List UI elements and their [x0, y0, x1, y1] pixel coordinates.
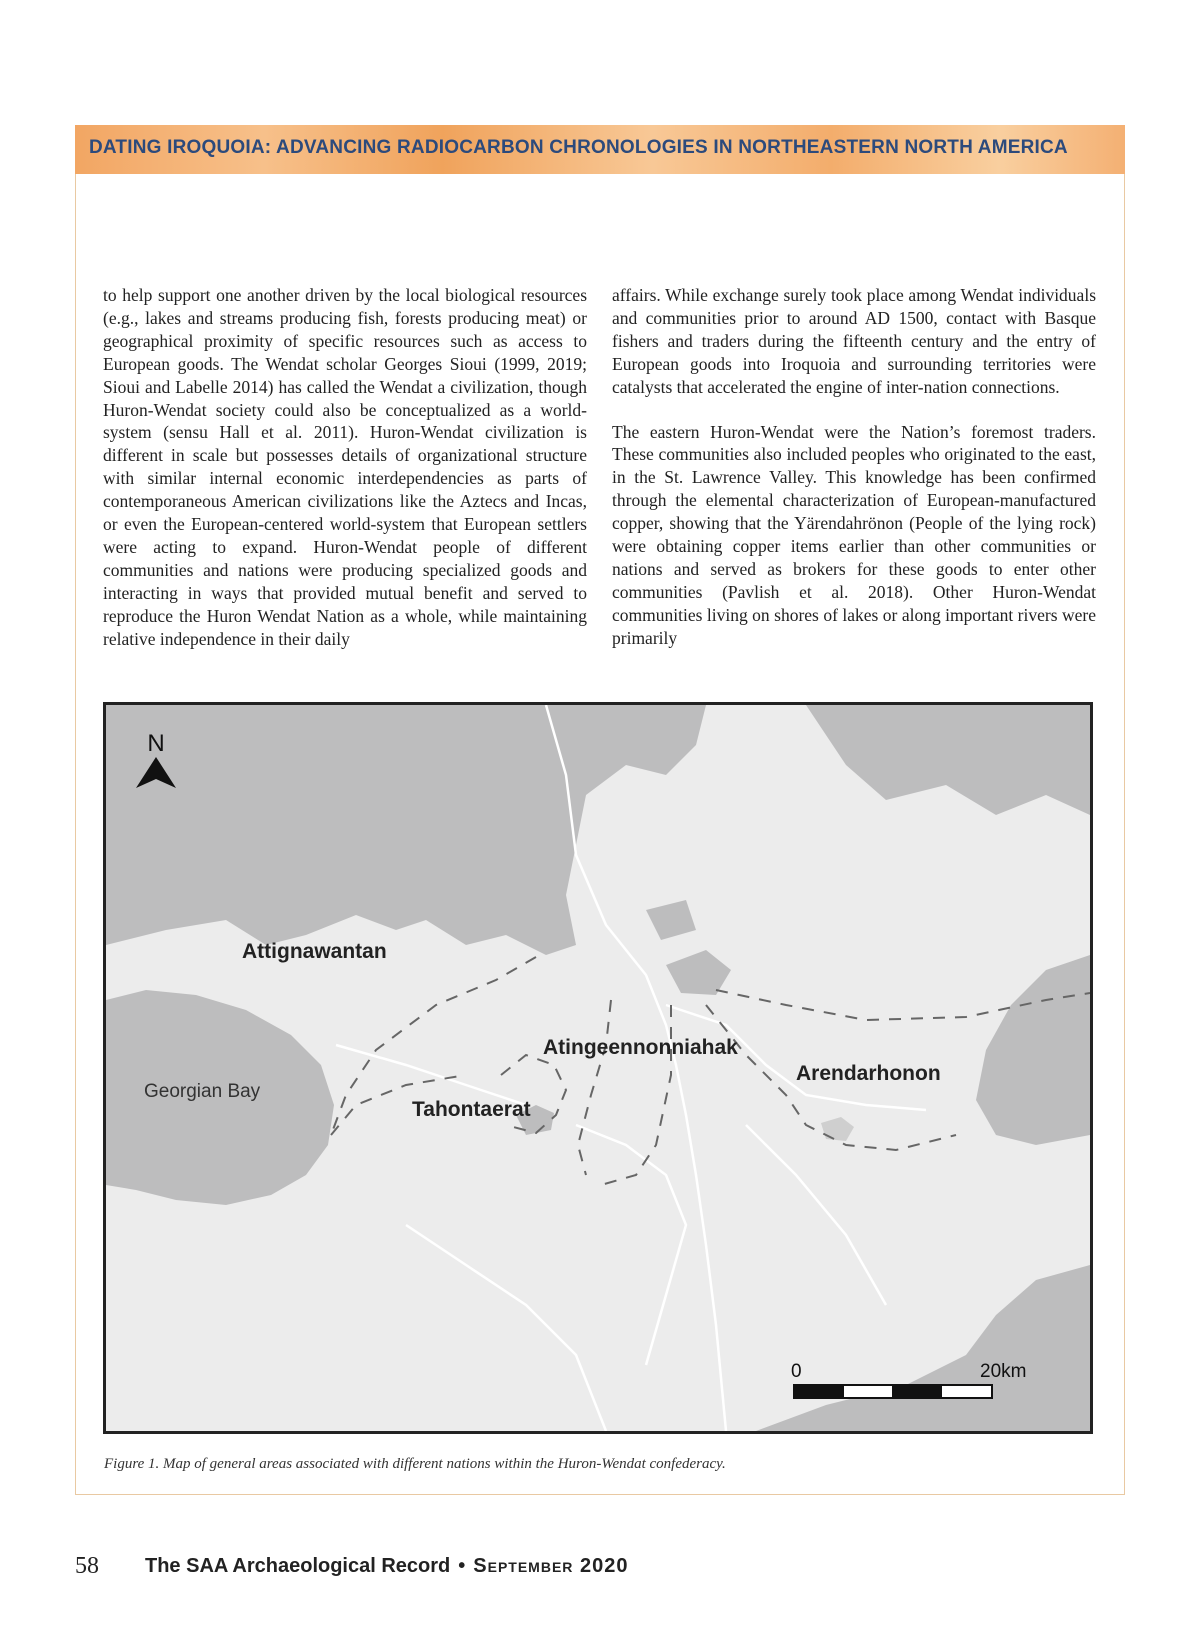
- left-paragraph-1: to help support one another driven by the local biological resources (e.g., lakes and streams producing fish, forests producing meat) or geographical proximity of specific resources such as access to European goods. The Wendat scholar Georges Sioui (1999, 2019; Sioui and Labelle 2014) has called the Wendat a civilization, though Huron-Wendat society could also be conceptualized as a world-system (sensu Hall et al. 2011). Huron-Wendat civilization is different in scale but possesses details of organizational structure with similar internal economic interdependencies as parts of contemporaneous American civilizations like the Aztecs and Incas, or even the European-centered world-system that European settlers were acting to expand. Huron-Wendat people of different communities and nations were producing specialized goods and interacting in ways that provided mutual benefit and served to reproduce the Huron Wendat Nation as a whole, while maintaining relative independence in their daily: [103, 285, 587, 649]
- right-paragraph-1: affairs. While exchange surely took place among Wendat individuals and communities prior to around AD 1500, contact with Basque fishers and traders during the fifteenth century and the entry of European goods into Iroquoia and surrounding territories were catalysts that accelerated the engine of inter-nation connections.: [612, 285, 1096, 397]
- scale-label-end: 20km: [980, 1361, 1027, 1382]
- issue-date: September 2020: [473, 1555, 629, 1577]
- map-label-georgian-bay: Georgian Bay: [144, 1081, 261, 1102]
- scale-label-start: 0: [791, 1361, 802, 1382]
- scale-bar: [794, 1385, 992, 1398]
- north-label: N: [147, 730, 165, 757]
- footer-journal: [145, 1555, 628, 1578]
- banner-title: DATING IROQUOIA: ADVANCING RADIOCARBON CHRONOLOGIES IN NORTHEASTERN NORTH AMERICA: [89, 137, 1068, 158]
- journal-title: The SAA Archaeological Record: [145, 1555, 451, 1577]
- map-label-atingeennonniahak: Atingeennonniahak: [543, 1036, 738, 1059]
- map-label-tahontaerat: Tahontaerat: [412, 1098, 531, 1121]
- figure-map: [103, 702, 1093, 1434]
- left-column: [103, 284, 587, 673]
- page-number: 58: [75, 1553, 99, 1579]
- footer-separator: •: [458, 1555, 466, 1577]
- figure-caption: Figure 1. Map of general areas associated with different nations within the Huron-Wendat confederacy.: [104, 1456, 726, 1472]
- right-column: [612, 284, 1096, 672]
- map-label-arendarhonon: Arendarhonon: [796, 1062, 941, 1085]
- header-banner: [75, 125, 1125, 174]
- right-paragraph-2: The eastern Huron-Wendat were the Nation’s foremost traders. These communities also included peoples who originated to the east, in the St. Lawrence Valley. This knowledge has been confirmed through the elemental characterization of European-manufactured copper, showing that the Yärendahrönon (People of the lying rock) were obtaining copper items earlier than other communities or nations and served as brokers for these goods to enter other communities (Pavlish et al. 2018). Other Huron-Wendat communities living on shores of lakes or along important rivers were primarily: [612, 421, 1096, 648]
- map-label-attignawantan: Attignawantan: [242, 940, 387, 963]
